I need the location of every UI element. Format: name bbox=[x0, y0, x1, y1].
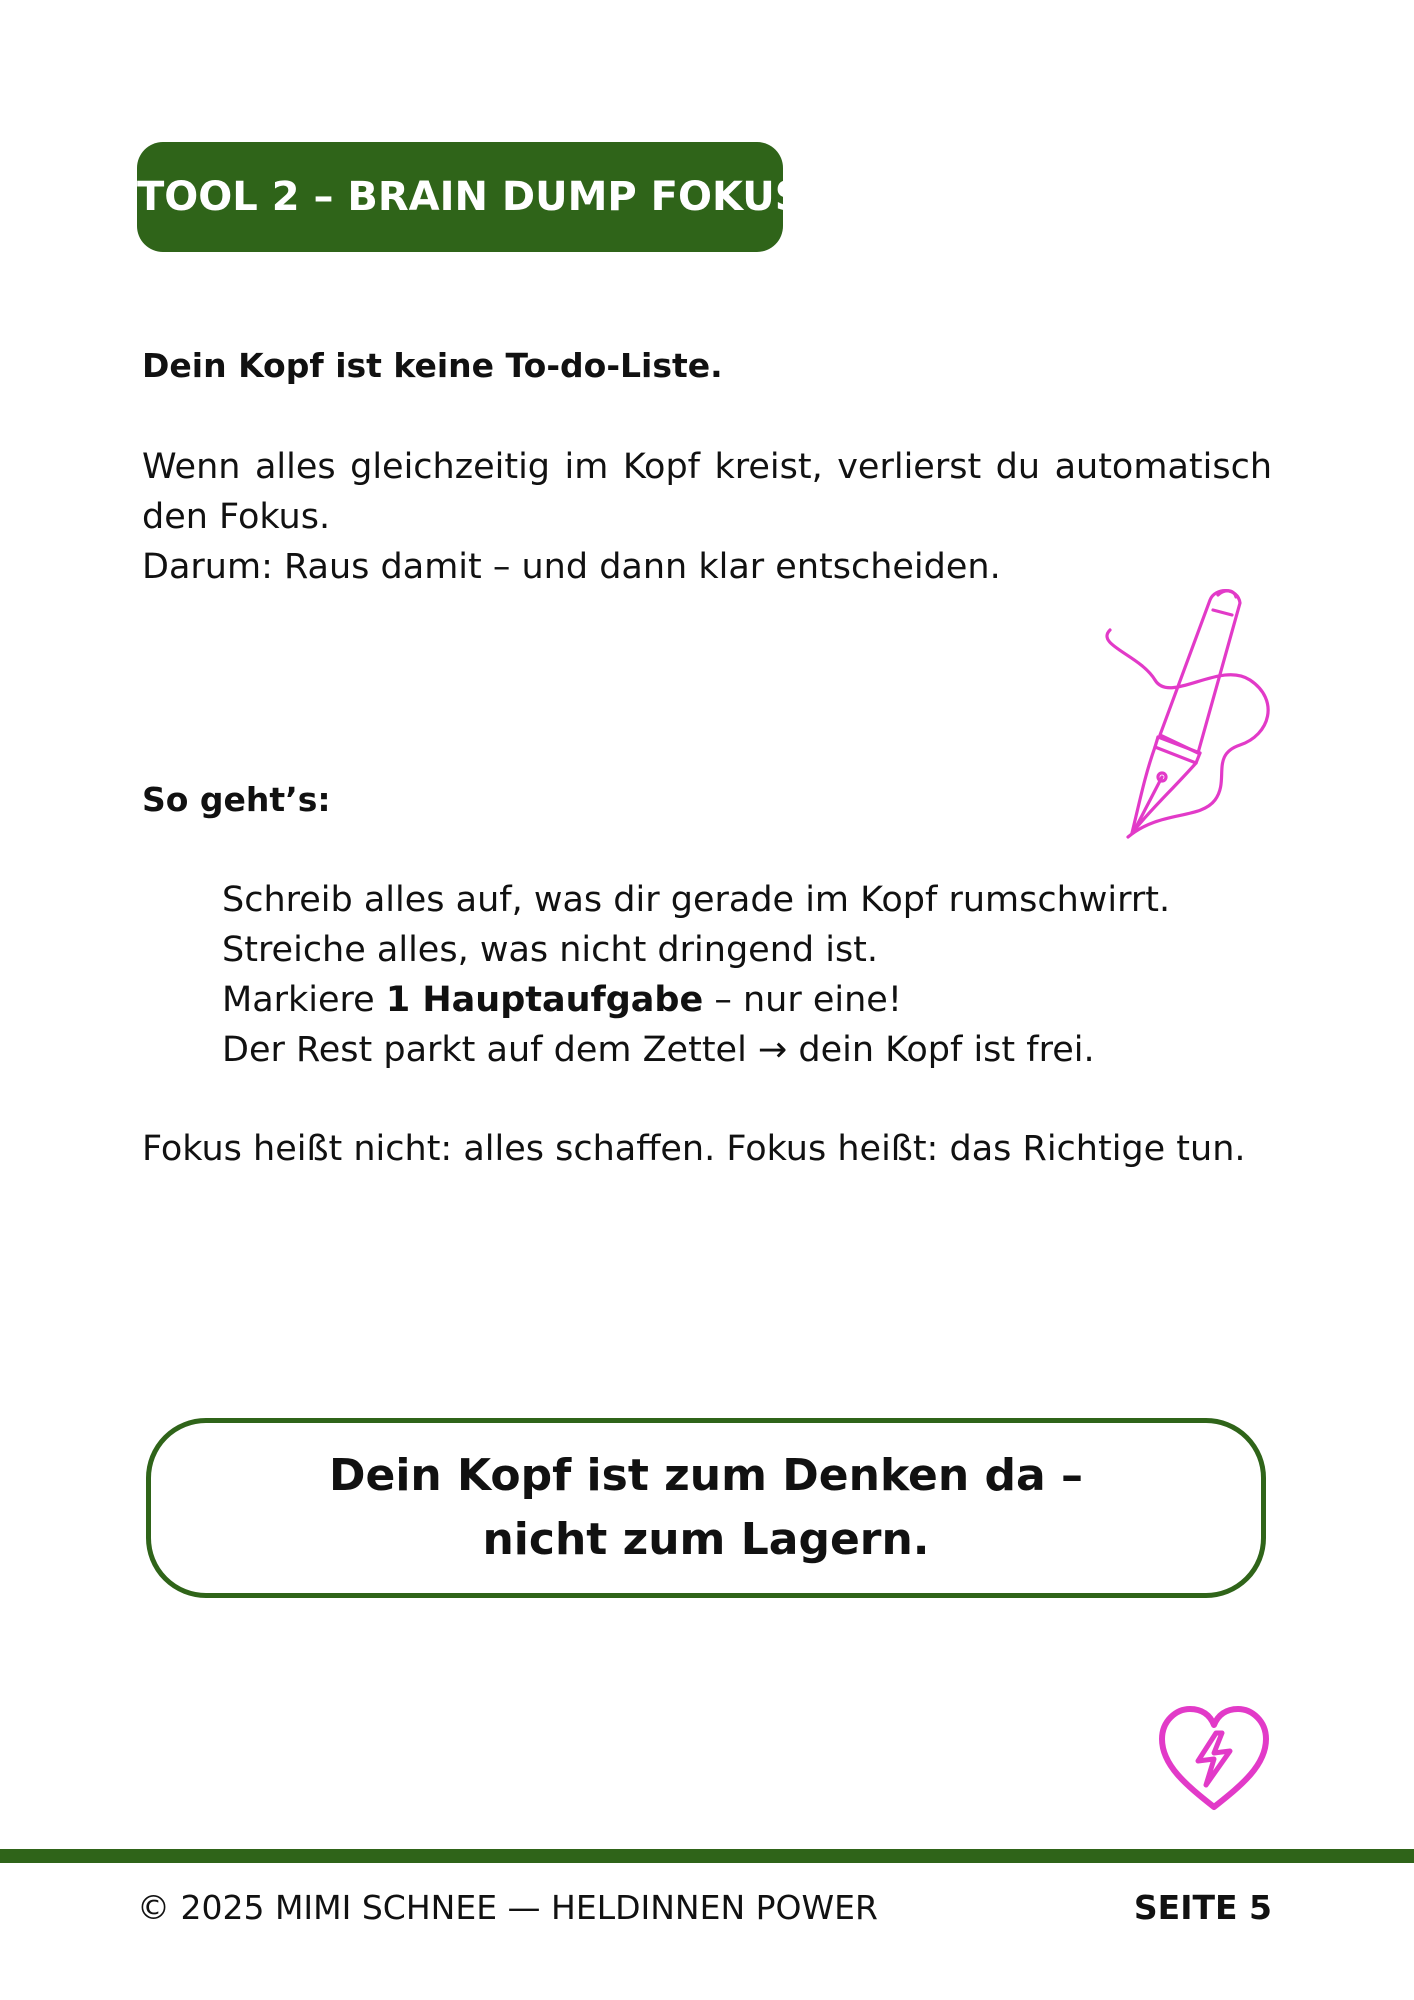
tool-title-label: TOOL 2 – BRAIN DUMP FOKUS bbox=[137, 174, 804, 220]
list-item: Schreib alles auf, was dir gerade im Kopf rumschwirrt. bbox=[222, 880, 1171, 920]
fountain-pen-icon bbox=[1100, 585, 1280, 845]
tool-title-badge bbox=[137, 142, 804, 252]
list-item bbox=[222, 975, 1170, 1025]
intro-paragraph bbox=[142, 442, 1272, 592]
quote-text bbox=[329, 1444, 1083, 1572]
intro-line-1: Wenn alles gleichzeitig im Kopf kreist, verlierst du automatisch den Fokus. bbox=[142, 447, 1272, 537]
list-item: Streiche alles, was nicht dringend ist. bbox=[222, 930, 879, 970]
footer-divider bbox=[0, 1849, 1414, 1863]
quote-box bbox=[146, 1418, 1266, 1598]
closing-statement: Fokus heißt nicht: alles schaffen. Fokus heißt: das Richtige tun. bbox=[142, 1129, 1246, 1169]
step-prefix: Markiere bbox=[222, 980, 386, 1020]
broken-heart-icon bbox=[1156, 1703, 1272, 1815]
section-heading: Dein Kopf ist keine To-do-Liste. bbox=[142, 346, 723, 385]
intro-line-2: Darum: Raus damit – und dann klar entscheiden. bbox=[142, 547, 1001, 587]
quote-line-1: Dein Kopf ist zum Denken da – bbox=[328, 1450, 1084, 1501]
page-number: SEITE 5 bbox=[1133, 1888, 1272, 1927]
how-to-title: So geht’s: bbox=[142, 780, 331, 819]
footer-copyright: © 2025 MIMI SCHNEE — HELDINNEN POWER bbox=[137, 1888, 878, 1927]
quote-line-2: nicht zum Lagern. bbox=[482, 1514, 930, 1565]
step-highlight: 1 Hauptaufgabe bbox=[385, 980, 704, 1020]
list-item: Der Rest parkt auf dem Zettel → dein Kopf ist frei. bbox=[222, 1030, 1095, 1070]
step-suffix: – nur eine! bbox=[703, 980, 902, 1020]
steps-list bbox=[222, 875, 1170, 1075]
